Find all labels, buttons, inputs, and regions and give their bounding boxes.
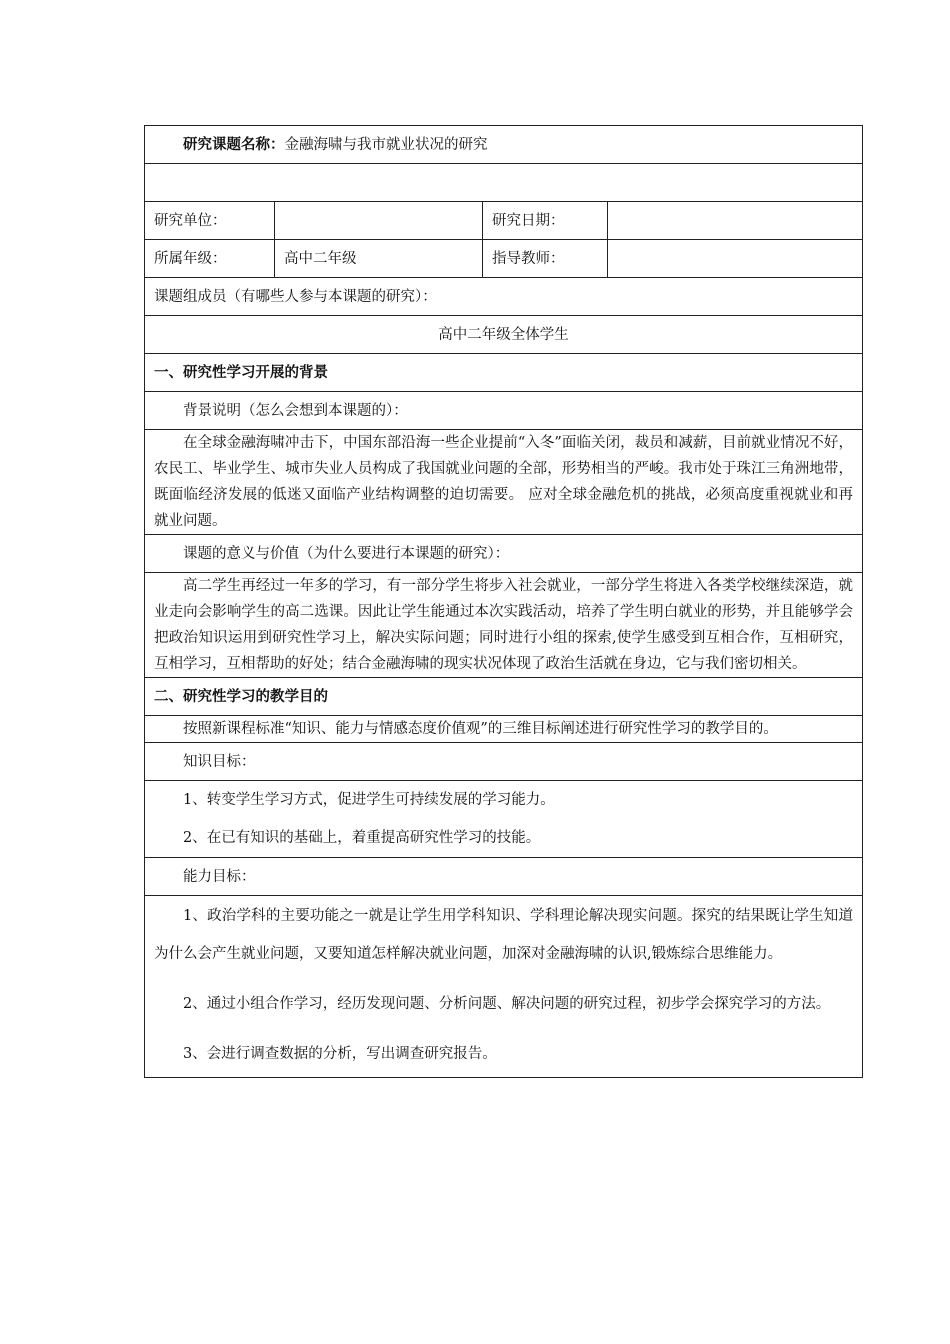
ability-item: 1、政治学科的主要功能之一就是让学生用学科知识、学科理论解决现实问题。探究的结果既让学生知道为什么会产生就业问题，又要知道怎样解决就业问题，加深对金融海啸的认识,锻炼综合思维能力。 <box>154 908 853 962</box>
intro-row <box>145 716 863 743</box>
background-text: 在全球金融海啸冲击下，中国东部沿海一些企业提前“入冬”面临关闭，裁员和减薪，目前就业情况不好，农民工、毕业学生、城市失业人员构成了我国就业问题的全部，形势相当的严峻。我市处于珠江三角洲地带，既面临经济发展的低迷又面临产业结构调整的迫切需要。 应对全球金融危机的挑战，必须高度重视就业和再就业问题。 <box>145 430 863 535</box>
title-row <box>145 126 863 164</box>
research-form-table <box>144 125 863 1078</box>
grade-teacher-row <box>145 240 863 278</box>
empty-row <box>145 164 863 202</box>
section2-intro: 按照新课程标准“知识、能力与情感态度价值观”的三维目标阐述进行研究性学习的教学目的。 <box>145 716 863 743</box>
ability-items <box>145 896 863 1078</box>
section2-heading-row <box>145 678 863 716</box>
knowledge-label: 知识目标： <box>145 743 863 781</box>
teacher-label: 指导教师： <box>483 240 608 278</box>
grade-value: 高中二年级 <box>275 240 483 278</box>
title-value: 金融海啸与我市就业状况的研究 <box>284 136 488 153</box>
significance-text-row <box>145 573 863 678</box>
knowledge-item: 1、转变学生学习方式，促进学生可持续发展的学习能力。 <box>183 792 555 808</box>
significance-label-row <box>145 535 863 573</box>
date-label: 研究日期： <box>483 202 608 240</box>
knowledge-items <box>145 781 863 858</box>
members-label-row <box>145 278 863 316</box>
background-label-row <box>145 392 863 430</box>
grade-label: 所属年级： <box>145 240 275 278</box>
section2-heading: 二、研究性学习的教学目的 <box>145 678 863 716</box>
empty-cell <box>145 164 863 202</box>
ability-label: 能力目标： <box>145 858 863 896</box>
significance-label: 课题的意义与价值（为什么要进行本课题的研究）： <box>145 535 863 573</box>
title-cell <box>145 126 863 164</box>
knowledge-item: 2、在已有知识的基础上，着重提高研究性学习的技能。 <box>183 830 541 846</box>
unit-label: 研究单位： <box>145 202 275 240</box>
date-value <box>608 202 863 240</box>
members-value: 高中二年级全体学生 <box>145 316 863 354</box>
knowledge-items-row <box>145 781 863 858</box>
unit-value <box>275 202 483 240</box>
knowledge-label-row <box>145 743 863 781</box>
members-label: 课题组成员（有哪些人参与本课题的研究）： <box>145 278 863 316</box>
ability-item: 3、会进行调查数据的分析，写出调查研究报告。 <box>183 1046 497 1062</box>
significance-text: 高二学生再经过一年多的学习，有一部分学生将步入社会就业，一部分学生将进入各类学校继续深造，就业走向会影响学生的高二选课。因此让学生能通过本次实践活动，培养了学生明白就业的形势，并且能够学会把政治知识运用到研究性学习上，解决实际问题；同时进行小组的探索,使学生感受到互相合作，互相研究，互相学习，互相帮助的好处；结合金融海啸的现实状况体现了政治生活就在身边，它与我们密切相关。 <box>145 573 863 678</box>
title-label: 研究课题名称： <box>183 135 285 153</box>
ability-item: 2、通过小组合作学习，经历发现问题、分析问题、解决问题的研究过程，初步学会探究学习的方法。 <box>183 996 831 1012</box>
section1-heading: 一、研究性学习开展的背景 <box>145 354 863 392</box>
background-label: 背景说明（怎么会想到本课题的）： <box>145 392 863 430</box>
background-text-row <box>145 430 863 535</box>
ability-items-row <box>145 896 863 1078</box>
section1-heading-row <box>145 354 863 392</box>
members-value-row <box>145 316 863 354</box>
teacher-value <box>608 240 863 278</box>
ability-label-row <box>145 858 863 896</box>
unit-date-row <box>145 202 863 240</box>
